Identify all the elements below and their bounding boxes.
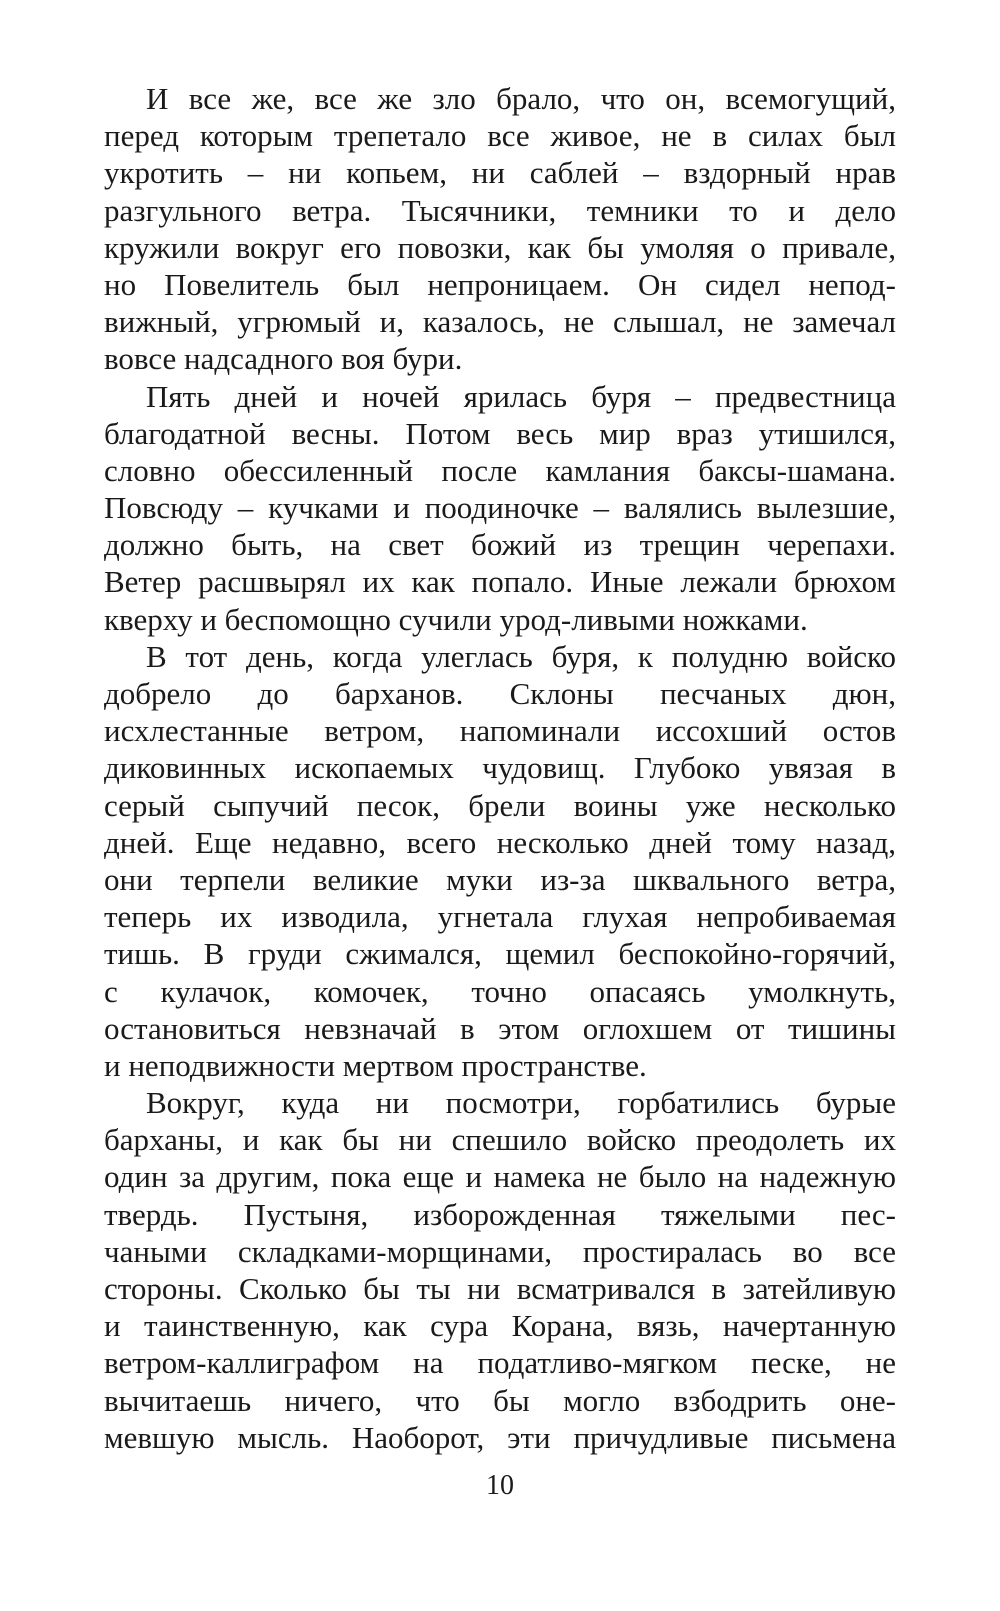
text-line: вовсе надсадного воя бури. bbox=[104, 341, 463, 377]
text-line: должно быть, на свет божий из трещин черепахи. bbox=[104, 527, 896, 563]
text-line: с кулачок, комочек, точно опасаясь умолкнуть, bbox=[104, 973, 896, 1009]
text-line: серый сыпучий песок, брели воины уже несколько bbox=[104, 787, 896, 823]
text-line: один за другим, пока еще и намека не было на надежную bbox=[104, 1159, 896, 1195]
text-line: Повсюду – кучками и поодиночке – валялись вылезшие, bbox=[104, 490, 896, 526]
text-line: диковинных ископаемых чудовищ. Глубоко увязая в bbox=[104, 750, 896, 786]
text-line: и таинственную, как сура Корана, вязь, начертанную bbox=[104, 1308, 896, 1344]
text-line: ветром-каллиграфом на податливо-мягком песке, не bbox=[104, 1345, 896, 1381]
text-line: твердь. Пустыня, изборожденная тяжелыми пес- bbox=[104, 1196, 896, 1232]
text-line: теперь их изводила, угнетала глухая непробиваемая bbox=[104, 899, 896, 935]
text-line: остановиться невзначай в этом оглохшем от тишины bbox=[104, 1010, 896, 1046]
paragraph bbox=[104, 1084, 896, 1456]
text-line: И все же, все же зло брало, что он, всемогущий, bbox=[146, 81, 896, 116]
text-line: В тот день, когда улеглась буря, к полудню войско bbox=[146, 638, 896, 674]
paragraph bbox=[104, 378, 896, 638]
text-line: тишь. В груди сжимался, щемил беспокойно-горячий, bbox=[104, 936, 896, 972]
text-line: они терпели великие муки из-за шквального ветра, bbox=[104, 861, 896, 897]
body-text bbox=[104, 80, 896, 1456]
text-line: вычитаешь ничего, что бы могло взбодрить оне- bbox=[104, 1382, 896, 1418]
text-line: мевшую мысль. Наоборот, эти причудливые письмена bbox=[104, 1419, 896, 1455]
text-line: Вокруг, куда ни посмотри, горбатились бурые bbox=[146, 1085, 896, 1121]
text-line: чаными складками-морщинами, простиралась во все bbox=[104, 1233, 896, 1269]
paragraph bbox=[104, 80, 896, 378]
text-line: Ветер расшвырял их как попало. Иные лежали брюхом bbox=[104, 564, 896, 600]
text-line: вижный, угрюмый и, казалось, не слышал, не замечал bbox=[104, 304, 896, 340]
text-line: разгульного ветра. Тысячники, темники то и дело bbox=[104, 192, 896, 228]
text-line: укротить – ни копьем, ни саблей – вздорный нрав bbox=[104, 155, 896, 191]
text-line: Пять дней и ночей ярилась буря – предвестница bbox=[146, 378, 896, 414]
text-line: добрело до барханов. Склоны песчаных дюн, bbox=[104, 676, 896, 711]
text-line: исхлестанные ветром, напоминали иссохший остов bbox=[104, 713, 896, 749]
text-line: и неподвижности мертвом пространстве. bbox=[104, 1047, 647, 1083]
text-line: перед которым трепетало все живое, не в силах был bbox=[104, 118, 896, 154]
text-line: но Повелитель был непроницаем. Он сидел непод- bbox=[104, 266, 896, 302]
text-line: кверху и беспомощно сучили урод-ливыми ножками. bbox=[104, 601, 808, 637]
text-line: словно обессиленный после камлания баксы-шамана. bbox=[104, 452, 896, 488]
page-number: 10 bbox=[486, 1470, 514, 1501]
text-line: барханы, и как бы ни спешило войско преодолеть их bbox=[104, 1122, 896, 1158]
paragraph bbox=[104, 638, 896, 1084]
text-line: стороны. Сколько бы ты ни всматривался в затейливую bbox=[104, 1271, 896, 1306]
text-line: дней. Еще недавно, всего несколько дней тому назад, bbox=[104, 824, 896, 860]
text-line: кружили вокруг его повозки, как бы умоляя о привале, bbox=[104, 229, 896, 265]
text-line: благодатной весны. Потом весь мир враз утишился, bbox=[104, 415, 896, 451]
